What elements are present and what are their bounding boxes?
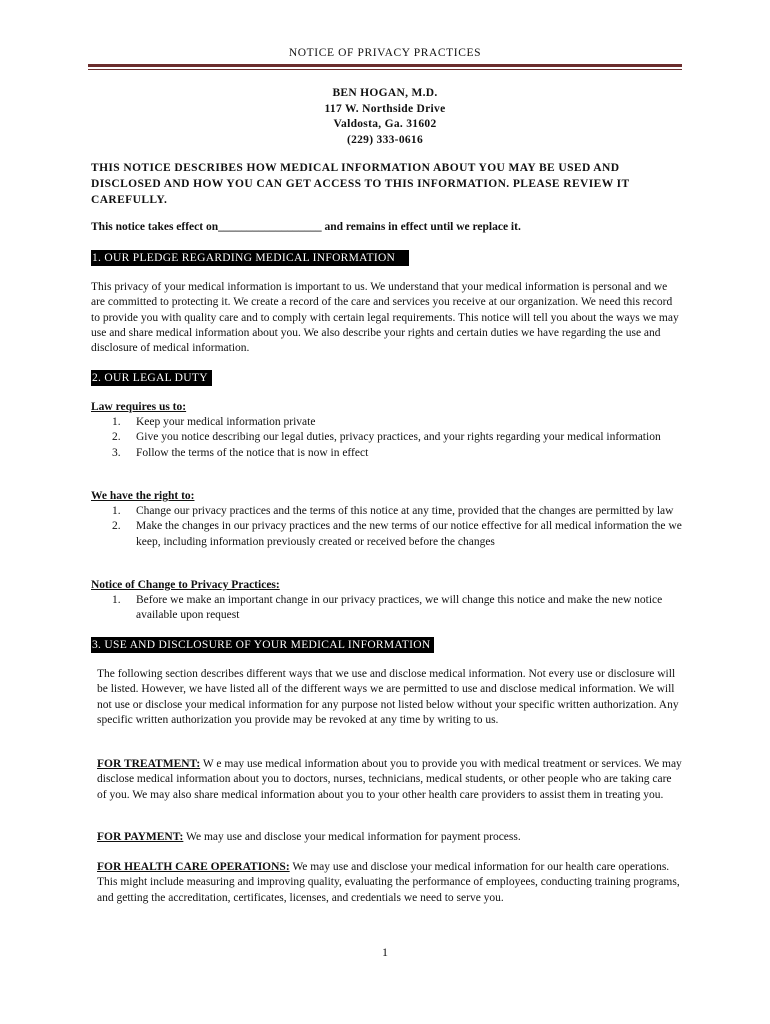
operations-label: FOR HEALTH CARE OPERATIONS: — [97, 861, 290, 873]
notice-statement: THIS NOTICE DESCRIBES HOW MEDICAL INFORMATION ABOUT YOU MAY BE USED AND DISCLOSED AND HOW YOU CAN GET ACCESS TO THIS INFORMATION. PLEASE REVIEW IT CAREFULLY. — [91, 162, 630, 206]
provider-phone: (229) 333-0616 — [346, 133, 424, 146]
list-item: 1. Change our privacy practices and the terms of this notice at any time, provided that the changes are permitted by law — [112, 505, 674, 517]
operations-paragraph — [97, 860, 682, 906]
list-item: 2. Make the changes in our privacy practices and the new terms of our notice effective for all medical information the we keep, including information previously created or received before the changes — [112, 520, 682, 548]
payment-text: We may use and disclose your medical information for payment process. — [183, 831, 521, 843]
title-rule-thin — [88, 69, 682, 70]
document-title: NOTICE OF PRIVACY PRACTICES — [288, 47, 482, 59]
page-number: 1 — [382, 945, 388, 959]
list-item: 1. Keep your medical information private — [112, 416, 316, 428]
list-item: 3. Follow the terms of the notice that is now in effect — [112, 446, 369, 459]
payment-paragraph — [97, 830, 682, 845]
section3-intro: The following section describes different ways that we use and disclose medical information. Not every use or disclosure will be listed. However, we have listed all of the different ways we are permitted to use and disclose medical information. We will not use or disclose your medical information for any purpose not listed below without your specific written authorization. Any specific written authorization you provide may be revoked at any time by writing to us. — [97, 668, 679, 726]
right-to-list — [112, 504, 682, 550]
treatment-label: FOR TREATMENT: — [97, 758, 201, 770]
law-requires-list — [112, 415, 682, 461]
change-notice-heading: Notice of Change to Privacy Practices: — [91, 579, 280, 591]
provider-name: BEN HOGAN, M.D. — [332, 87, 438, 99]
list-item: 1. Before we make an important change in our privacy practices, we will change this notice and make the new notice available upon request — [112, 594, 663, 622]
effective-date-line: This notice takes effect on__________________ and remains in effect until we replace it. — [91, 221, 521, 233]
section1-body: This privacy of your medical information is important to us. We understand that your medical information is personal and we are committed to protecting it. We create a record of the care and services you receive at our organization. We need this record to provide you with quality care and to comply with certain legal requirements. This notice will tell you about the ways we may use and share medical information about you. We also describe your rights and certain duties we have regarding the use and disclosure of medical information. — [91, 281, 679, 355]
treatment-paragraph — [97, 757, 682, 803]
section1-heading: 1. OUR PLEDGE REGARDING MEDICAL INFORMATION — [91, 250, 409, 266]
change-notice-list — [112, 593, 682, 624]
title-rule-thick — [88, 64, 682, 67]
section2-heading: 2. OUR LEGAL DUTY — [91, 370, 212, 386]
operations-text: We may use and disclose your medical information for our health care operations. This might include measuring and improving quality, evaluating the performance of employees, conducting training programs, and getting the accreditation, certificates, licenses, and credentials we need to serve you. — [97, 861, 680, 904]
provider-block — [0, 86, 770, 148]
provider-address-line2: Valdosta, Ga. 31602 — [333, 118, 437, 130]
payment-label: FOR PAYMENT: — [97, 831, 184, 843]
treatment-text: W e may use medical information about you to provide you with medical treatment or services. We may disclose medical information about you to doctors, nurses, technicians, medical students, or other people who are taking care of you. We may also share medical information about you to your other health care providers to assist them in treating you. — [97, 758, 682, 801]
provider-address-line1: 117 W. Northside Drive — [324, 102, 446, 115]
list-item: 2. Give you notice describing our legal duties, privacy practices, and your rights regarding your medical information — [112, 431, 661, 444]
law-requires-heading: Law requires us to: — [91, 401, 187, 413]
right-to-heading: We have the right to: — [91, 490, 195, 502]
section3-heading: 3. USE AND DISCLOSURE OF YOUR MEDICAL INFORMATION — [91, 637, 434, 653]
